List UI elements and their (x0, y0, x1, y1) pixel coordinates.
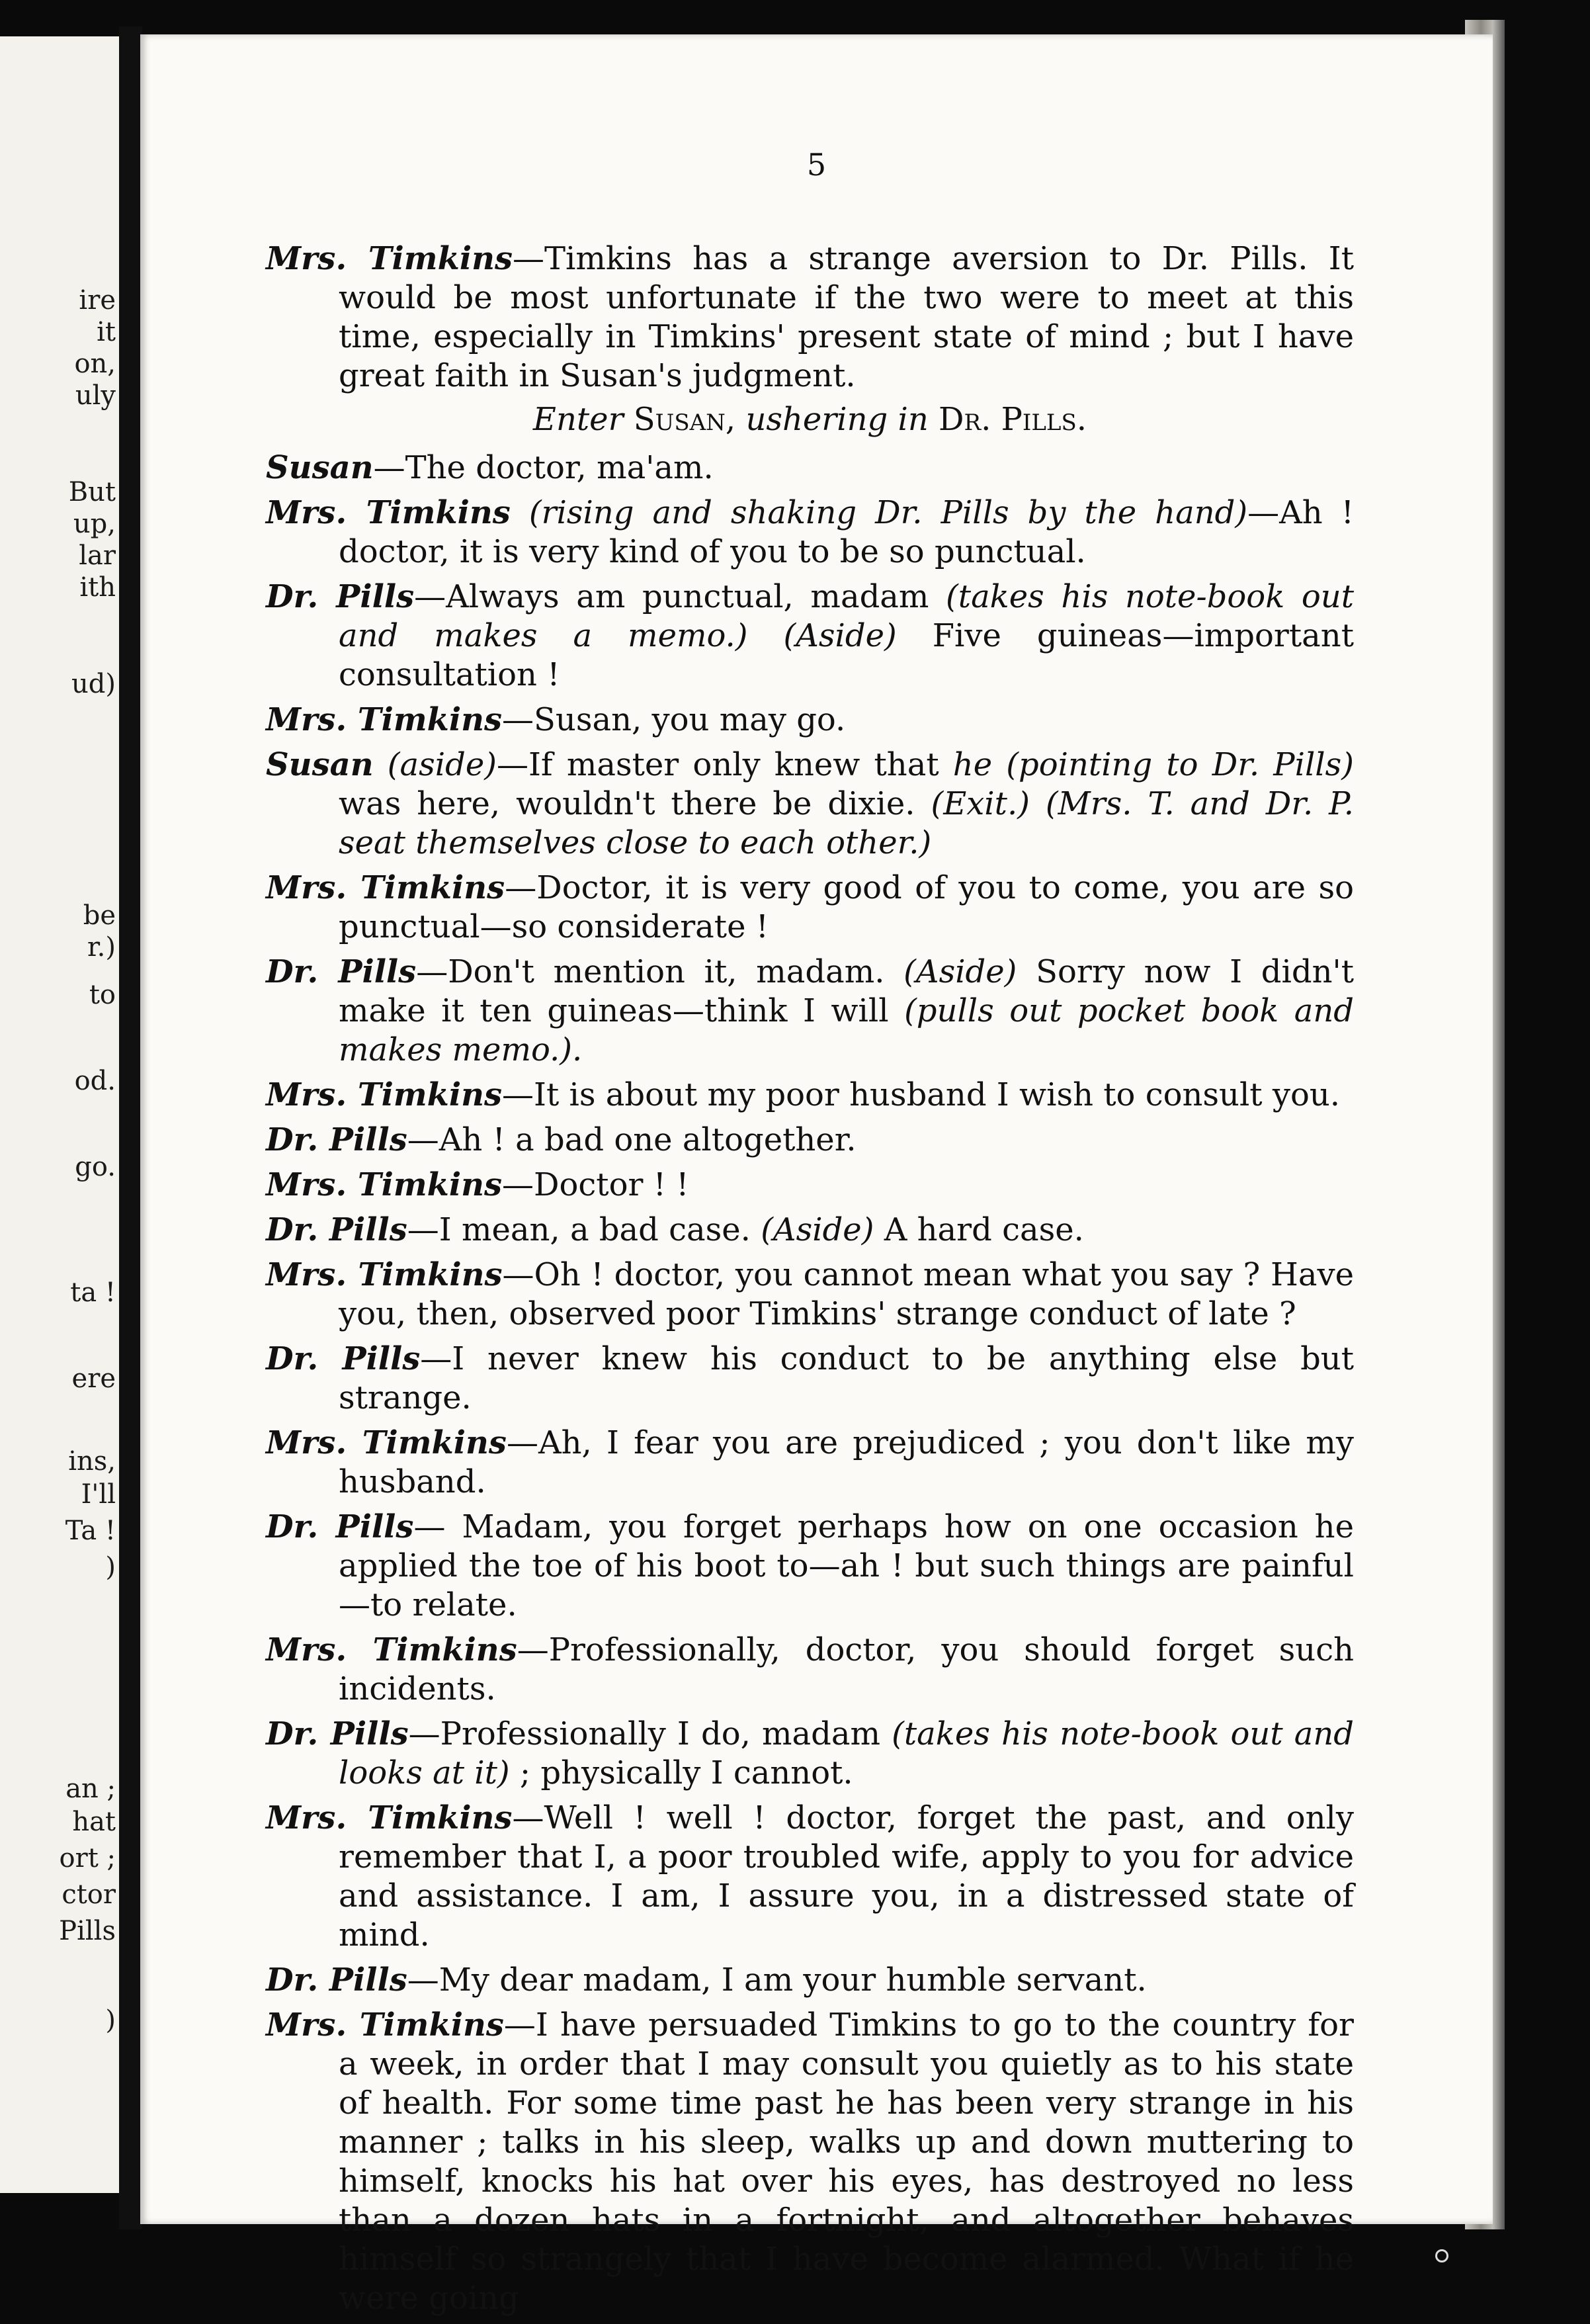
left-page-line-fragment: an ; (65, 1774, 116, 1804)
dialogue-text: was here, wouldn't there be dixie. (339, 785, 931, 822)
left-page-line-fragment: ins, (68, 1446, 116, 1477)
dialogue-text: ; physically I cannot. (509, 1754, 853, 1791)
speaker-name: Dr. Pills (266, 1121, 407, 1158)
speaker-name: Mrs. Timkins (266, 494, 511, 531)
dialogue-text: —Susan, you may go. (502, 701, 846, 738)
stage-direction: (takes his note-book out and looks at it) (339, 1715, 1355, 1791)
dialogue-entry (266, 953, 1354, 1070)
stage-direction: (aside) (373, 746, 497, 783)
dialogue-entry (266, 869, 1354, 947)
speaker-name: Dr. Pills (266, 578, 415, 615)
dialogue-entry (266, 1424, 1354, 1502)
speaker-name: Dr. Pills (266, 953, 417, 990)
speaker-name: Mrs. Timkins (266, 1799, 513, 1836)
left-page-line-fragment: uly (75, 380, 116, 411)
dialogue-entry (266, 1961, 1354, 2000)
dialogue-entry (266, 1256, 1354, 1334)
left-page-line-fragment: ith (79, 572, 116, 603)
dialogue-text: —Well ! well ! doctor, forget the past, and only remember that I, a poor troubled wife, apply to you for advice and assistance. I am, I assure you, in a distressed state of mind. (339, 1799, 1355, 1954)
left-page-line-fragment: ta ! (70, 1277, 116, 1308)
stage-direction-part: Enter (532, 401, 624, 438)
speaker-name: Susan (266, 449, 374, 486)
stage-direction-part: Dr. Pills. (939, 401, 1087, 438)
dialogue-text: —Ah ! doctor, it is very kind of you to be so punctual. (339, 494, 1354, 570)
left-page-line-fragment: hat (72, 1807, 116, 1837)
dialogue-text: A hard case. (874, 1211, 1084, 1248)
dialogue-text: —Professionally I do, madam (408, 1715, 892, 1752)
dialogue-text: —The doctor, ma'am. (373, 449, 714, 486)
left-page-line-fragment: ire (79, 285, 116, 316)
dialogue-text (992, 746, 1006, 783)
left-page-line-fragment: go. (75, 1152, 116, 1182)
stage-direction: (Aside) (761, 1211, 874, 1248)
dialogue-entry (266, 494, 1354, 572)
dialogue-entry (266, 239, 1354, 396)
left-page-line-fragment: ud) (71, 669, 116, 699)
stage-direction: (rising and shaking Dr. Pills by the hand) (510, 494, 1248, 531)
dialogue-text: Sorry now I didn't make it ten guineas—think I will (339, 953, 1355, 1029)
dialogue-text: —Timkins has a strange aversion to Dr. Pills. It would be most unfortunate if the two were to meet at this time, especially in Timkins' present state of mind ; but I have great faith in Susan's judgment. (339, 240, 1354, 394)
scan-mark (1435, 2249, 1448, 2262)
left-page-line-fragment: to (89, 980, 116, 1010)
speaker-name: Dr. Pills (266, 1715, 409, 1752)
stage-direction-enter (266, 400, 1354, 439)
stage-direction: (pulls out pocket book and makes memo.). (339, 992, 1354, 1068)
speaker-name: Mrs. Timkins (266, 1076, 503, 1113)
dialogue-entry (266, 1340, 1354, 1418)
dialogue-text: —Ah, I fear you are prejudiced ; you don't like my husband. (339, 1424, 1354, 1500)
play-script-text (266, 239, 1354, 2324)
dialogue-entry (266, 1799, 1354, 1955)
left-page-line-fragment: ctor (62, 1879, 116, 1910)
dialogue-text: Five guineas—important consultation ! (339, 617, 1354, 693)
dialogue-text: —If master only knew that (496, 746, 953, 783)
page-number: 5 (806, 147, 827, 183)
book-gutter (119, 26, 142, 2229)
dialogue-entry (266, 1166, 1354, 1205)
book-page (140, 34, 1493, 2317)
left-page-line-fragment: Pills (59, 1916, 116, 1946)
left-page-line-fragment: ort ; (59, 1843, 116, 1873)
left-page-line-fragment: ) (105, 1552, 116, 1582)
stage-direction: (Aside) (903, 953, 1017, 990)
speaker-name: Mrs. Timkins (266, 869, 505, 906)
stage-direction: he (952, 746, 993, 783)
dialogue-text: —Doctor, it is very good of you to come, you are so punctual—so considerate ! (339, 869, 1354, 945)
left-page-line-fragment: ere (71, 1363, 116, 1394)
speaker-name: Mrs. Timkins (266, 2006, 504, 2044)
left-page-line-fragment: I'll (81, 1479, 116, 1510)
speaker-name: Mrs. Timkins (266, 1631, 517, 1668)
left-page-line-fragment: lar (79, 540, 116, 571)
left-page-line-fragment: But (68, 477, 116, 507)
dialogue-text: —My dear madam, I am your humble servant. (407, 1961, 1147, 1999)
stage-direction: (pointing to Dr. Pills) (1006, 746, 1354, 783)
left-page-line-fragment: be (83, 900, 116, 931)
speaker-name: Dr. Pills (266, 1508, 414, 1545)
left-page-line-fragment: ) (105, 2005, 116, 2036)
facing-page-fragment (0, 36, 120, 2193)
dialogue-text: —Oh ! doctor, you cannot mean what you say ? Have you, then, observed poor Timkins' strange conduct of late ? (339, 1256, 1354, 1332)
left-page-line-fragment: Ta ! (65, 1516, 116, 1546)
speaker-name: Mrs. Timkins (266, 1424, 507, 1461)
stage-direction: (Aside) (783, 617, 897, 654)
left-page-line-fragment: it (97, 317, 116, 347)
dialogue-text: —Don't mention it, madam. (416, 953, 904, 990)
dialogue-entry (266, 1631, 1354, 1709)
speaker-name: Dr. Pills (266, 1211, 407, 1248)
dialogue-entry (266, 746, 1354, 863)
dialogue-entry (266, 578, 1354, 695)
speaker-name: Dr. Pills (266, 1340, 421, 1377)
dialogue-entry (266, 701, 1354, 740)
dialogue-text: —It is about my poor husband I wish to consult you. (502, 1076, 1341, 1113)
speaker-name: Susan (266, 746, 374, 783)
dialogue-text: —Professionally, doctor, you should forget such incidents. (339, 1631, 1354, 1707)
stage-direction: (Exit.) (Mrs. T. and Dr. P. seat themselves close to each other.) (339, 785, 1354, 861)
dialogue-text: —Ah ! a bad one altogether. (407, 1121, 857, 1158)
dialogue-entry (266, 1211, 1354, 1250)
stage-direction-part: Susan, (633, 401, 736, 438)
dialogue-entry (266, 2006, 1354, 2318)
dialogue-entry (266, 1715, 1354, 1793)
dialogue-text: —Doctor ! ! (502, 1166, 689, 1203)
dialogue-text: —I have persuaded Timkins to go to the country for a week, in order that I may consult you quietly as to his state of health. For some time past he has been very strange in his manner ; talks in his sleep, walks up and down muttering to himself, knocks his hat over his eyes, has destroyed no less than a dozen hats in a fortnight, and altogether behaves himself so strangely that I have become alarmed. What if he were going (339, 2006, 1354, 2317)
left-page-line-fragment: up, (73, 509, 116, 539)
dialogue-text: —I never knew his conduct to be anything else but strange. (339, 1340, 1355, 1416)
dialogue-entry (266, 1076, 1354, 1115)
speaker-name: Dr. Pills (266, 1961, 407, 1999)
stage-direction: (takes his note-book out and makes a memo.) (339, 578, 1354, 654)
left-page-line-fragment: od. (74, 1066, 116, 1096)
dialogue-text: — Madam, you forget perhaps how on one occasion he applied the toe of his boot to—ah ! but such things are painful—to relate. (339, 1508, 1355, 1623)
speaker-name: Mrs. Timkins (266, 1166, 503, 1203)
left-page-line-fragment: r.) (87, 932, 116, 963)
stage-direction-part: ushering in (745, 401, 929, 438)
dialogue-entry (266, 449, 1354, 488)
dialogue-text (748, 617, 784, 654)
left-page-line-fragment: on, (74, 349, 116, 379)
dialogue-entry (266, 1121, 1354, 1160)
dialogue-entry (266, 1508, 1354, 1625)
dialogue-text: —I mean, a bad case. (407, 1211, 761, 1248)
speaker-name: Mrs. Timkins (266, 1256, 503, 1293)
dialogue-text: —Always am punctual, madam (414, 578, 946, 615)
speaker-name: Mrs. Timkins (266, 701, 503, 738)
speaker-name: Mrs. Timkins (266, 240, 513, 277)
